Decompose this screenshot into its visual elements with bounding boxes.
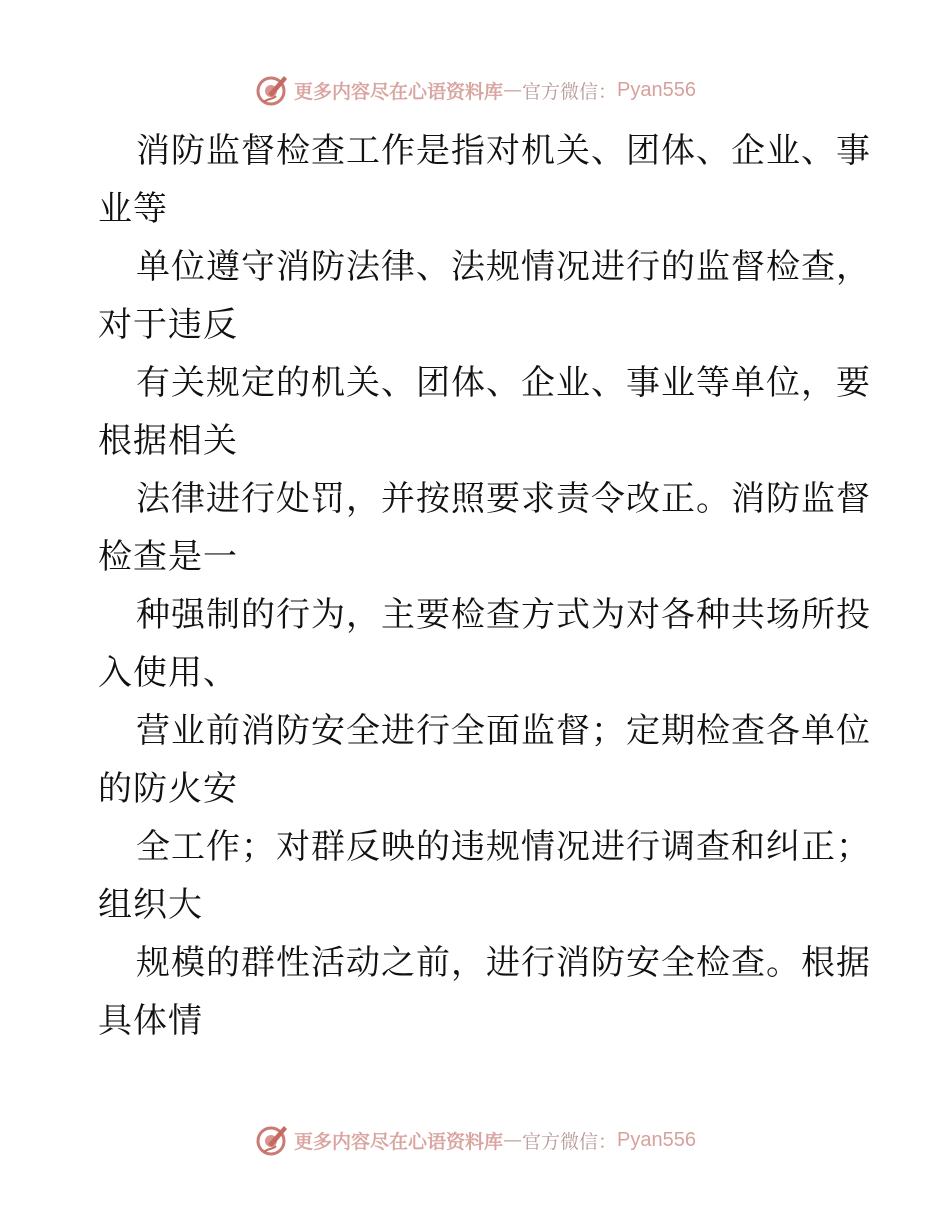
banner-wechat-label: 官方微信： [522, 80, 618, 103]
banner-wechat-id: Pyan556 [617, 78, 696, 101]
text-line: 的防火安 [98, 769, 238, 809]
footer-watermark-banner [0, 1120, 950, 1160]
text-line: 检查是一 [98, 537, 238, 577]
paragraph-7 [98, 818, 871, 934]
header-watermark-banner [0, 70, 950, 110]
paragraph-6 [98, 702, 871, 818]
paragraph-5 [98, 586, 871, 702]
text-line: 营业前消防安全进行全面监督；定期检查各单位 [136, 711, 871, 751]
paragraph-4 [98, 470, 871, 586]
text-line: 具体情 [98, 1001, 203, 1041]
document-body [98, 122, 871, 1050]
paragraph-1 [98, 122, 871, 238]
banner-site-text: 更多内容尽在心语资料库 [294, 1130, 504, 1153]
text-line: 全工作；对群反映的违规情况进行调查和纠正； [136, 827, 871, 867]
text-line: 单位遵守消防法律、法规情况进行的监督检查， [136, 247, 871, 287]
banner-site-text: 更多内容尽在心语资料库 [294, 80, 504, 103]
paragraph-8 [98, 934, 871, 1050]
paragraph-3 [98, 354, 871, 470]
text-line: 种强制的行为，主要检查方式为对各种共场所投 [136, 595, 871, 635]
text-line: 法律进行处罚，并按照要求责令改正。消防监督 [136, 479, 871, 519]
banner-wechat-label: 官方微信： [522, 1130, 618, 1153]
text-line: 业等 [98, 189, 168, 229]
text-line: 规模的群性活动之前，进行消防安全检查。根据 [136, 943, 871, 983]
banner-wechat-id: Pyan556 [617, 1128, 696, 1151]
text-line: 消防监督检查工作是指对机关、团体、企业、事 [136, 131, 871, 171]
text-line: 根据相关 [98, 421, 238, 461]
text-line: 有关规定的机关、团体、企业、事业等单位，要 [136, 363, 871, 403]
text-line: 组织大 [98, 885, 203, 925]
paragraph-2 [98, 238, 871, 354]
pen-nib-circle-icon [254, 72, 290, 108]
text-line: 入使用、 [98, 653, 238, 693]
pen-nib-circle-icon [254, 1122, 290, 1158]
banner-separator: — [503, 79, 523, 101]
banner-separator: — [503, 1129, 523, 1151]
text-line: 对于违反 [98, 305, 238, 345]
